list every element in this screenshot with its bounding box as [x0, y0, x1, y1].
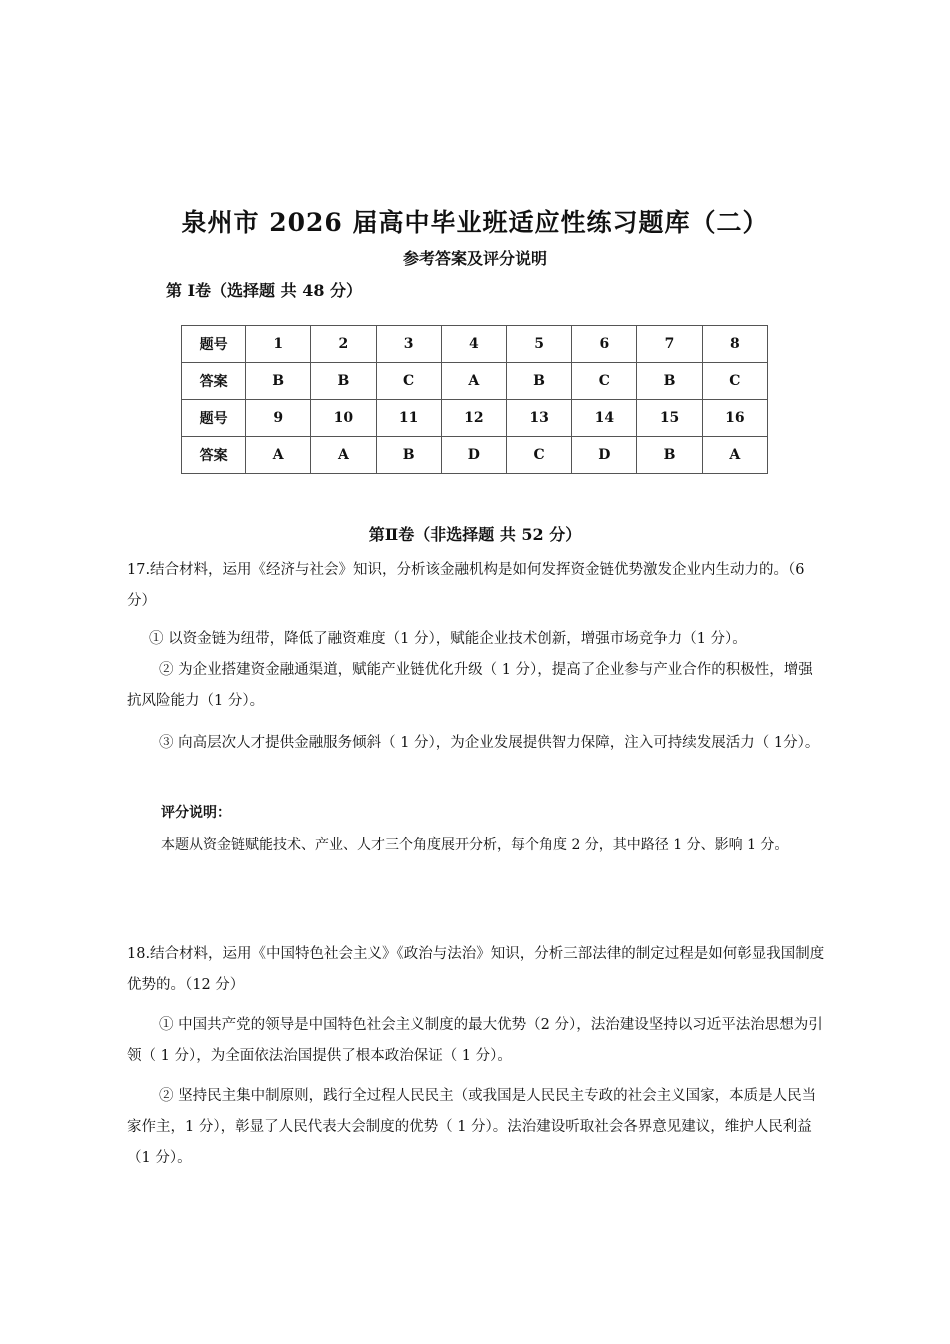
- table-cell: 14: [572, 400, 637, 437]
- table-cell: D: [572, 437, 637, 474]
- page-title: 泉州市 2026 届高中毕业班适应性练习题库（二）: [181, 208, 769, 237]
- row-label: 答案: [182, 363, 246, 400]
- table-row: [182, 437, 768, 474]
- table-cell: 13: [506, 400, 571, 437]
- table-cell: A: [441, 363, 506, 400]
- table-cell: 11: [376, 400, 441, 437]
- q17-question: 17.结合材料，运用《经济与社会》知识，分析该金融机构是如何发挥资金链优势激发企业内生动力的。（6 分）: [127, 562, 805, 609]
- table-cell: B: [311, 363, 376, 400]
- table-cell: C: [376, 363, 441, 400]
- table-cell: 5: [506, 326, 571, 363]
- section2-title: 第Ⅱ卷（非选择题 共 52 分）: [368, 525, 582, 544]
- table-cell: A: [246, 437, 311, 474]
- q18-question: 18.结合材料，运用《中国特色社会主义》《政治与法治》知识，分析三部法律的制定过程是如何彰显我国制度优势的。（12 分）: [127, 946, 825, 993]
- table-cell: 8: [702, 326, 767, 363]
- q17-point-2: ② 为企业搭建资金融通渠道，赋能产业链优化升级（ 1 分），提高了企业参与产业合作的积极性，增强抗风险能力（1 分）。: [127, 662, 813, 709]
- table-cell: 6: [572, 326, 637, 363]
- table-cell: B: [376, 437, 441, 474]
- table-cell: B: [506, 363, 571, 400]
- q17-point-3: ③ 向高层次人才提供金融服务倾斜（ 1 分），为企业发展提供智力保障，注入可持续发展活力（ 1分）。: [159, 735, 820, 751]
- table-cell: B: [246, 363, 311, 400]
- answer-table: [181, 325, 768, 474]
- q17-point-1: ① 以资金链为纽带，降低了融资难度（1 分），赋能企业技术创新，增强市场竞争力（1 分）。: [149, 631, 747, 647]
- table-row: [182, 363, 768, 400]
- table-cell: 16: [702, 400, 767, 437]
- q18-point-1: ① 中国共产党的领导是中国特色社会主义制度的最大优势（2 分），法治建设坚持以习近平法治思想为引领（ 1 分），为全面依法治国提供了根本政治保证（ 1 分）。: [127, 1017, 823, 1064]
- table-cell: A: [311, 437, 376, 474]
- table-cell: 7: [637, 326, 702, 363]
- row-label: 答案: [182, 437, 246, 474]
- table-cell: C: [572, 363, 637, 400]
- table-cell: C: [702, 363, 767, 400]
- table-cell: 2: [311, 326, 376, 363]
- q17-note: 本题从资金链赋能技术、产业、人才三个角度展开分析，每个角度 2 分，其中路径 1 分、影响 1 分。: [161, 837, 789, 853]
- table-cell: 1: [246, 326, 311, 363]
- table-cell: 3: [376, 326, 441, 363]
- table-row: [182, 400, 768, 437]
- row-label: 题号: [182, 326, 246, 363]
- table-cell: B: [637, 363, 702, 400]
- table-cell: 12: [441, 400, 506, 437]
- table-cell: C: [506, 437, 571, 474]
- section1-title: 第 Ⅰ卷（选择题 共 48 分）: [166, 281, 363, 300]
- row-label: 题号: [182, 400, 246, 437]
- q17-note-title: 评分说明：: [161, 805, 231, 821]
- page-subtitle: 参考答案及评分说明: [402, 249, 547, 268]
- table-cell: 4: [441, 326, 506, 363]
- table-row: [182, 326, 768, 363]
- q18-point-2: ② 坚持民主集中制原则，践行全过程人民民主（或我国是人民民主专政的社会主义国家，本质是人民当家作主，1 分），彰显了人民代表大会制度的优势（ 1 分）。法治建设听取社会各界意见建议，维护人民利益（1 分）。: [127, 1088, 817, 1166]
- table-cell: D: [441, 437, 506, 474]
- table-cell: B: [637, 437, 702, 474]
- table-cell: A: [702, 437, 767, 474]
- table-cell: 10: [311, 400, 376, 437]
- table-cell: 9: [246, 400, 311, 437]
- table-cell: 15: [637, 400, 702, 437]
